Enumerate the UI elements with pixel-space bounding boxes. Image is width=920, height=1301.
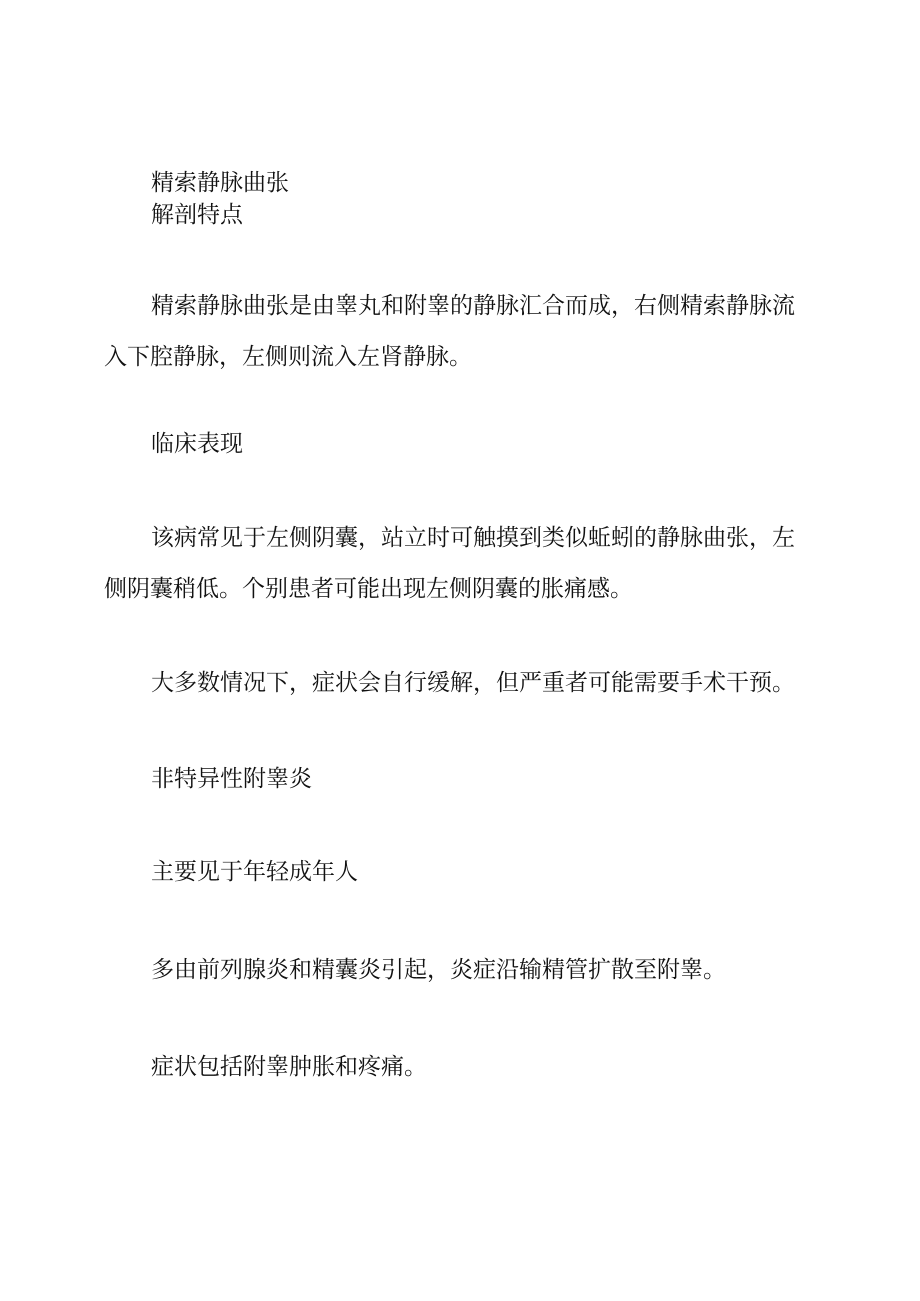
text-line-cause: 多由前列腺炎和精囊炎引起，炎症沿输精管扩散至附睾。 — [151, 957, 726, 983]
paragraph-anatomy: 精索静脉曲张是由睾丸和附睾的静脉汇合而成，右侧精索静脉流入下腔静脉，左侧则流入左肾静脉。 — [104, 293, 795, 370]
section-heading-epididymitis: 非特异性附睾炎 — [151, 766, 312, 792]
section-heading-clinical: 临床表现 — [151, 431, 243, 457]
paragraph-clinical-signs: 该病常见于左侧阴囊，站立时可触摸到类似蚯蚓的静脉曲张，左侧阴囊稍低。个别患者可能出现左侧阴囊的胀痛感。 — [104, 525, 795, 602]
text-line-symptoms: 症状包括附睾肿胀和疼痛。 — [151, 1054, 427, 1080]
paragraph-clinical-course: 大多数情况下，症状会自行缓解，但严重者可能需要手术干预。 — [151, 670, 795, 696]
text-line-population: 主要见于年轻成年人 — [151, 859, 358, 885]
section-heading-anatomy: 解剖特点 — [151, 202, 243, 228]
document-title: 精索静脉曲张 — [151, 170, 289, 196]
